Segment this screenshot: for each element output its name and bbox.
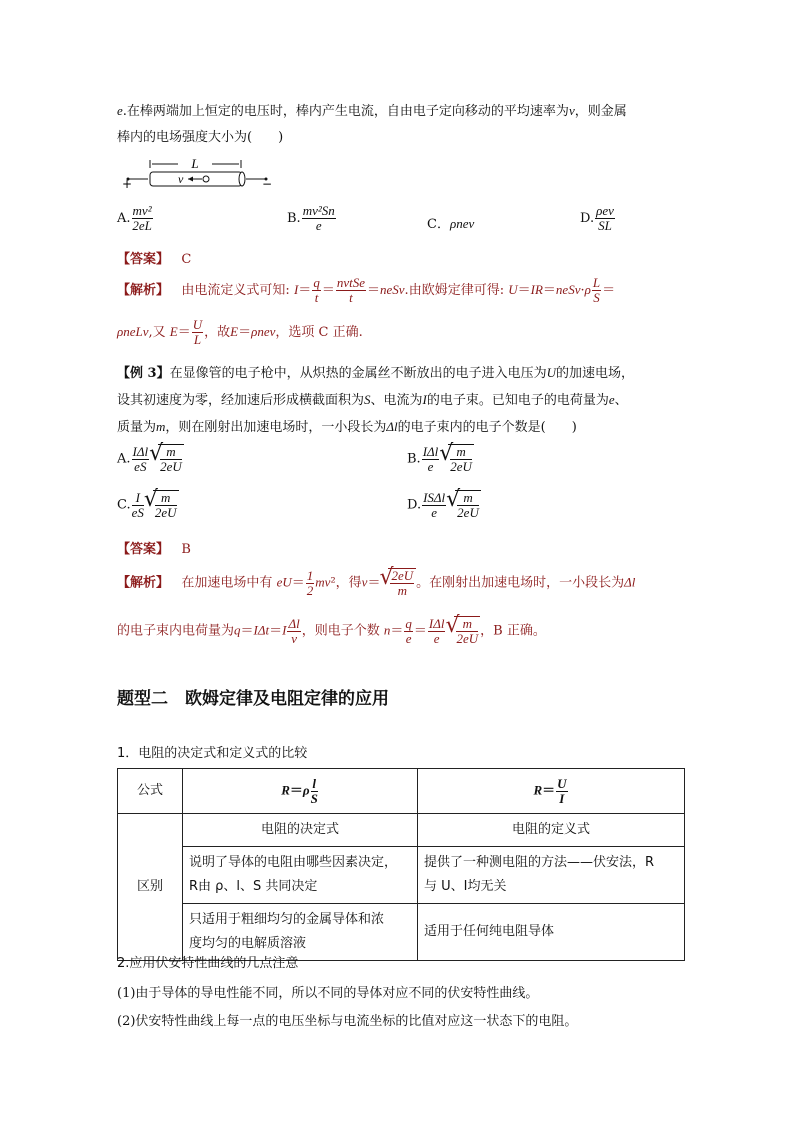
example3-line3: 质量为m，则在刚射出加速电场时，一小段长为Δl的电子束内的电子个数是( ) xyxy=(117,419,577,435)
example3-analysis-line2: 的电子束内电荷量为q＝IΔt＝I $\frac{\Delta l}{v}$ ，则电子个数 n＝ $\frac{q}{e}$ ＝ $\frac{\text{IΔl}}{e}$ √ $\frac{m}{2eU}$ ，B 正确。 xyxy=(117,616,546,646)
question-stem-line2: 棒内的电场强度大小为( ) xyxy=(117,130,284,145)
example3-answer-line: 【答案】 B xyxy=(117,542,191,557)
example3-option-b[interactable]: B. $\frac{\text{IΔl}}{e}$ √ $\frac{m}{2eU}$ xyxy=(407,444,474,474)
question-stem-line1: e.在棒两端加上恒定的电压时，棒内产生电流，自由电子定向移动的平均速率为v，则金属 xyxy=(117,103,627,119)
notes-item1: (1)由于导体的导电性能不同，所以不同的导体对应不同的伏安特性曲线。 xyxy=(117,986,539,1001)
diff-label-cell: 区别 xyxy=(118,814,183,961)
example3-analysis-line1: 【解析】 在加速电场中有 eU＝ $\frac{1}{2}$ mv²，得v＝ √ $\frac{2eU}{m}$ 。在刚射出加速电场时，一小段长为Δl xyxy=(117,568,635,598)
minus-terminal: − xyxy=(262,177,273,191)
col2-row1-line2: 与 U、I均无关 xyxy=(424,879,507,894)
table-row xyxy=(118,814,685,847)
table-row xyxy=(118,847,685,904)
length-label: L xyxy=(191,156,199,171)
table-row xyxy=(118,769,685,814)
analysis-line1: 【解析】 由电流定义式可知: I＝ $\frac{q}{t}$ ＝ $\frac{\text{nvtSe}}{t}$ ＝neSv.由欧姆定律可得: U＝IR＝neSv·ρ $\frac{L}{S}$ ＝ xyxy=(117,275,616,305)
answer-line: 【答案】 C xyxy=(117,252,192,267)
col1-row1-cell xyxy=(183,847,418,904)
col1-row1-line2: R由 ρ、l、S 共同决定 xyxy=(189,879,318,894)
notes-item2: (2)伏安特性曲线上每一点的电压坐标与电流坐标的比值对应这一状态下的电阻。 xyxy=(117,1014,578,1029)
example3-line1: 【例 3】在显像管的电子枪中，从炽热的金属丝不断放出的电子进入电压为U的加速电场， xyxy=(117,365,634,381)
col2-row1-line1: 提供了一种测电阻的方法——伏安法，R xyxy=(424,855,655,870)
col2-head-cell: 电阻的定义式 xyxy=(418,814,685,847)
plus-terminal: + xyxy=(122,177,133,191)
col1-row1-line1: 说明了导体的电阻由哪些因素决定， xyxy=(189,855,398,870)
option-c[interactable]: C．ρnev xyxy=(427,216,475,232)
col1-head-cell: 电阻的决定式 xyxy=(183,814,418,847)
formula-label-cell: 公式 xyxy=(118,769,183,814)
example3-option-a[interactable]: A. $\frac{\text{IΔl}}{eS}$ √ $\frac{m}{2eU}$ xyxy=(117,444,184,474)
determinative-formula-cell: R＝ρ $\frac{l}{S}$ xyxy=(183,769,418,814)
col1-row2-line2: 度均匀的电解质溶液 xyxy=(189,936,307,951)
example3-option-d[interactable]: D. $\frac{\text{ISΔl}}{e}$ √ $\frac{m}{2eU}$ xyxy=(407,490,481,520)
notes-title: 2.应用伏安特性曲线的几点注意 xyxy=(117,956,299,971)
subsection1-title: 1．电阻的决定式和定义式的比较 xyxy=(117,746,308,761)
section-title: 题型二 欧姆定律及电阻定律的应用 xyxy=(117,689,389,709)
example3-option-c[interactable]: C. $\frac{I}{eS}$ √ $\frac{m}{2eU}$ xyxy=(117,490,179,520)
col2-row2-cell: 适用于任何纯电阻导体 xyxy=(418,904,685,961)
option-b[interactable]: B. $\frac{\text{mv²Sn}}{e}$ xyxy=(287,203,335,233)
rod-figure xyxy=(120,152,280,192)
example3-line2: 设其初速度为零，经加速后形成横截面积为S、电流为I的电子束。已知电子的电荷量为e、 xyxy=(117,392,628,408)
analysis-line2: ρneLv,又 E＝ $\frac{U}{L}$ ，故E＝ρnev，选项 C 正确. xyxy=(117,317,363,347)
definition-formula-cell: R＝ $\frac{U}{I}$ xyxy=(418,769,685,814)
option-a[interactable]: A. $\frac{\text{mv²}}{2eL}$ xyxy=(117,203,152,233)
comparison-table xyxy=(117,768,685,961)
velocity-label: v xyxy=(178,172,184,186)
col1-row2-line1: 只适用于粗细均匀的金属导体和浓 xyxy=(189,912,385,927)
option-d[interactable]: D. $\frac{\text{ρev}}{SL}$ xyxy=(580,203,614,233)
col2-row1-cell xyxy=(418,847,685,904)
